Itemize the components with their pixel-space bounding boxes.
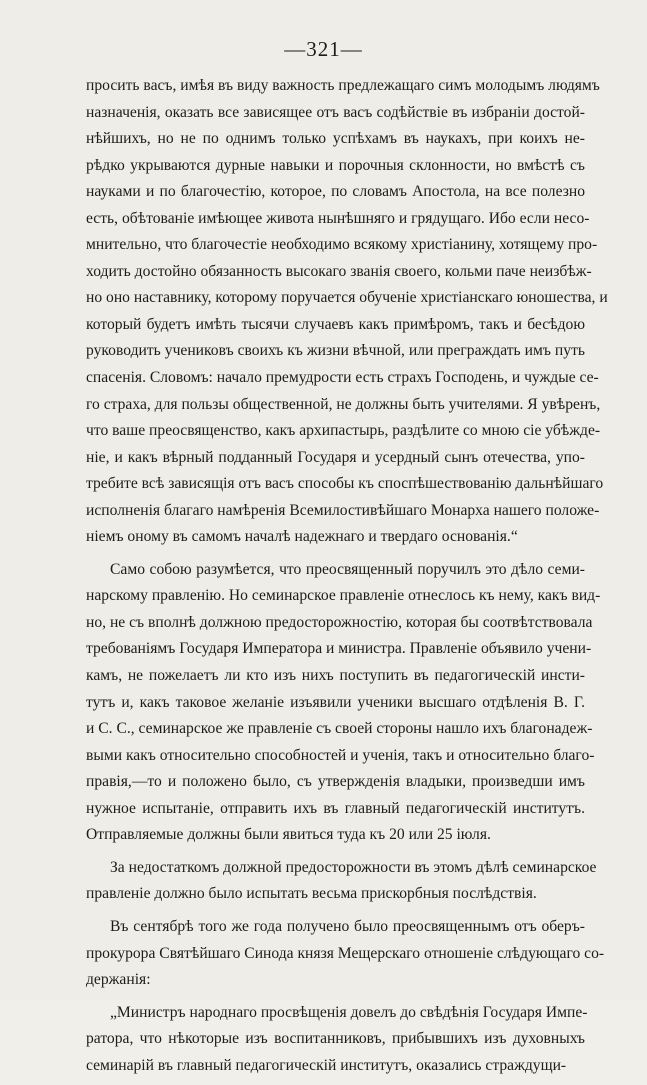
text-line: семинарій въ главный педагогическій институтъ, оказались страждущи- xyxy=(86,1056,567,1074)
text-line: ніе, и какъ вѣрный подданный Государя и усердный сынъ отечества, упо- xyxy=(86,448,585,466)
text-line: правія,—то и положено было, съ утвержденія владыки, произведши имъ xyxy=(86,773,585,791)
text-line: требите всѣ зависящія отъ васъ способы къ споспѣшествованію дальнѣйшаго xyxy=(86,475,604,493)
text-line: выми какъ относительно способностей и ученія, такъ и относительно благо- xyxy=(86,746,595,764)
text-line: и С. С., семинарское же правленіе съ своей стороны нашло ихъ благонадеж- xyxy=(86,720,593,738)
text-line: Отправляемые должны были явиться туда къ 20 или 25 іюля. xyxy=(86,826,491,844)
text-line: нарскому правленію. Но семинарское правленіе отнеслось къ нему, какъ вид- xyxy=(86,587,601,605)
paragraph xyxy=(86,914,605,994)
text-line: камъ, не пожелаетъ ли кто изъ нихъ поступить въ педагогическій инсти- xyxy=(86,667,585,685)
text-line: исполненія благаго намѣренія Всемилостивѣйшаго Монарха нашего положе- xyxy=(86,501,600,519)
text-line: „Министръ народнаго просвѣщенія довелъ до свѣдѣнія Государя Импе- xyxy=(110,1003,588,1021)
text-line: нѣйшихъ, но не по однимъ только успѣхамъ въ наукахъ, при коихъ не- xyxy=(86,130,585,148)
text-line: Въ сентябрѣ того же года получено было преосвященнымъ отъ оберъ- xyxy=(110,917,585,935)
text-line: что ваше преосвященство, какъ архипастырь, раздѣлите со мною сіе убѣжде- xyxy=(86,422,601,440)
text-line: держанія: xyxy=(86,971,151,989)
text-line: правленіе должно было испытать весьма прискорбныя послѣдствія. xyxy=(86,885,537,903)
page-number: —321— xyxy=(284,37,363,61)
body-text xyxy=(86,73,608,1085)
text-line: науками и по благочестію, которое, по словамъ Апостола, на все полезно xyxy=(86,183,585,201)
paragraph xyxy=(86,855,597,908)
text-line: ніемъ оному въ самомъ началѣ надежнаго и твердаго основанія.“ xyxy=(86,528,518,546)
text-line: нужное испытаніе, отправить ихъ въ главный педагогическій институтъ. xyxy=(86,799,585,817)
text-line: тутъ и, какъ таковое желаніе изъявили ученики высшаго отдѣленія В. Г. xyxy=(86,693,585,711)
text-line: спасенія. Словомъ: начало премудрости есть страхъ Господень, и чуждые се- xyxy=(86,369,599,387)
paragraph xyxy=(86,1000,588,1080)
text-line: ходить достойно обязанность высокаго званія своего, кольми паче неизбѣж- xyxy=(86,262,592,280)
text-line: назначенія, оказать все зависящее отъ васъ содѣйствіе въ избраніи достой- xyxy=(86,103,585,121)
text-line: рѣдко укрываются дурные навыки и порочныя склонности, но вмѣстѣ съ xyxy=(86,156,585,174)
paragraph xyxy=(86,557,601,849)
text-line: есть, обѣтованіе имѣющее живота нынѣшняго и грядущаго. Ибо если несо- xyxy=(86,209,590,227)
text-line: прокурора Святѣйшаго Синода князя Мещерскаго отношеніе слѣдующаго со- xyxy=(86,944,605,962)
text-line: ратора, что нѣкоторые изъ воспитанниковъ, прибывшихъ изъ духовныхъ xyxy=(86,1030,585,1048)
text-line: просить васъ, имѣя въ виду важность предлежащаго симъ молодымъ людямъ xyxy=(86,77,600,94)
text-line: требованіямъ Государя Императора и министра. Правленіе объявило учени- xyxy=(86,640,592,658)
text-line: Само собою разумѣется, что преосвященный поручилъ это дѣло семи- xyxy=(110,560,585,578)
text-line: За недостаткомъ должной предосторожности въ этомъ дѣлѣ семинарское xyxy=(110,858,597,876)
text-line: но, не съ вполнѣ должною предосторожностію, которая бы соотвѣтствовала xyxy=(86,613,593,631)
text-line: руководить учениковъ своихъ къ жизни вѣчной, или преграждать имъ путь xyxy=(86,342,585,360)
paragraph xyxy=(86,73,608,551)
text-line: го страха, для пользы общественной, не должны быть учителями. Я увѣренъ, xyxy=(86,395,601,413)
text-line: но оно наставнику, которому поручается обученіе христіанскаго юношества, и xyxy=(86,289,608,307)
text-line: который будетъ имѣть тысячи случаевъ какъ примѣромъ, такъ и бесѣдою xyxy=(86,315,585,333)
text-line: мнительно, что благочестіе необходимо всякому христіанину, хотящему про- xyxy=(86,236,598,254)
